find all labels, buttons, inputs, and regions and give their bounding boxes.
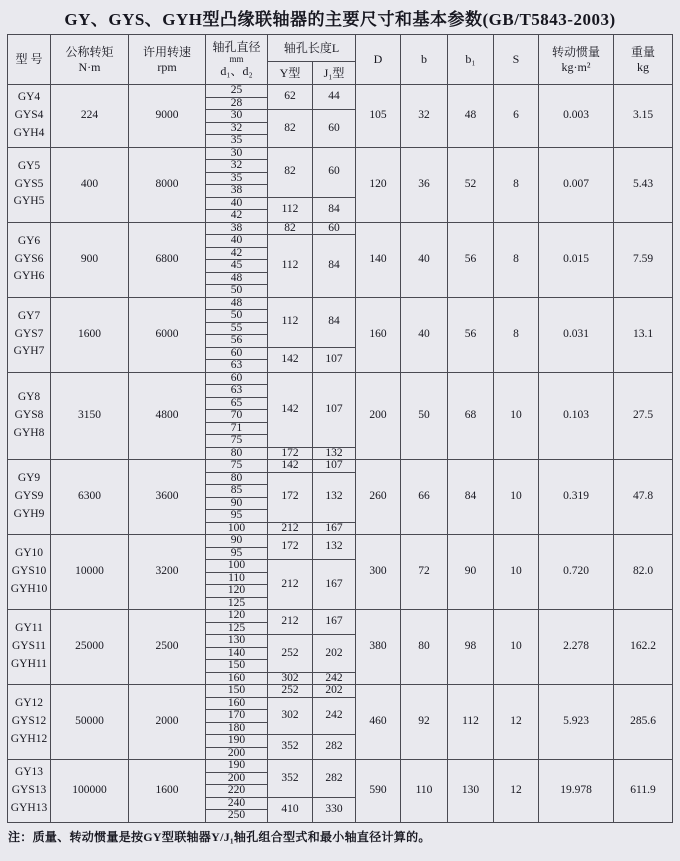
- bore-diameter-cell: 30: [206, 110, 268, 123]
- dim-b-cell: 80: [401, 610, 448, 685]
- col-header-bore-symbols: d₁、d₂: [220, 63, 253, 78]
- table-row: [8, 685, 673, 698]
- bore-diameter-cell: 150: [206, 685, 268, 698]
- col-header-b1: [448, 35, 494, 85]
- bore-diameter-cell: 120: [206, 610, 268, 623]
- bore-diameter-cell: 56: [206, 335, 268, 348]
- bore-diameter-cell: 130: [206, 635, 268, 648]
- j1-length-cell: 60: [313, 222, 356, 235]
- y-length-cell: 352: [268, 735, 313, 760]
- speed-cell: 9000: [129, 85, 206, 148]
- bore-diameter-cell: 42: [206, 247, 268, 260]
- torque-cell: 900: [51, 222, 129, 297]
- torque-cell: 3150: [51, 372, 129, 460]
- col-header-S: [494, 35, 539, 85]
- dim-S-cell: 10: [494, 610, 539, 685]
- model-cell: [8, 535, 51, 610]
- col-header-b: [401, 35, 448, 85]
- model-name: GYS12: [11, 715, 47, 728]
- col-header-inertia: [539, 35, 614, 85]
- speed-cell: 3600: [129, 460, 206, 535]
- bore-diameter-cell: 160: [206, 697, 268, 710]
- bore-diameter-cell: 35: [206, 172, 268, 185]
- col-header-y-type-label: Y型: [279, 65, 301, 80]
- model-name: GY9: [17, 472, 41, 485]
- j1-length-cell: 84: [313, 235, 356, 298]
- y-length-cell: 82: [268, 147, 313, 197]
- page-title: GY、GYS、GYH型凸缘联轴器的主要尺寸和基本参数(GB/T5843-2003): [64, 10, 616, 29]
- dim-D-cell: 590: [356, 760, 401, 823]
- bore-diameter-cell: 125: [206, 597, 268, 610]
- bore-diameter-cell: 170: [206, 710, 268, 723]
- j1-length-cell: 60: [313, 110, 356, 148]
- table-row: [8, 372, 673, 385]
- dim-b1-cell: 48: [448, 85, 494, 148]
- bore-diameter-cell: 60: [206, 347, 268, 360]
- dim-D-cell: 160: [356, 297, 401, 372]
- bore-diameter-cell: 85: [206, 485, 268, 498]
- weight-cell: 162.2: [614, 610, 673, 685]
- bore-diameter-cell: 40: [206, 235, 268, 248]
- dim-D-cell: 120: [356, 147, 401, 222]
- torque-cell: 10000: [51, 535, 129, 610]
- dim-b-cell: 32: [401, 85, 448, 148]
- dim-S-cell: 12: [494, 685, 539, 760]
- inertia-cell: 2.278: [539, 610, 614, 685]
- bore-diameter-cell: 220: [206, 785, 268, 798]
- bore-diameter-cell: 190: [206, 760, 268, 773]
- model-name: GY8: [17, 391, 41, 404]
- model-name: GYS7: [14, 327, 44, 340]
- bore-diameter-cell: 95: [206, 510, 268, 523]
- weight-cell: 13.1: [614, 297, 673, 372]
- weight-cell: 27.5: [614, 372, 673, 460]
- bore-diameter-cell: 63: [206, 360, 268, 373]
- y-length-cell: 212: [268, 610, 313, 635]
- bore-diameter-cell: 32: [206, 122, 268, 135]
- bore-diameter-cell: 63: [206, 385, 268, 398]
- torque-cell: 25000: [51, 610, 129, 685]
- dim-b1-cell: 56: [448, 297, 494, 372]
- y-length-cell: 252: [268, 685, 313, 698]
- bore-diameter-cell: 32: [206, 160, 268, 173]
- y-length-cell: 62: [268, 85, 313, 110]
- dim-D-cell: 140: [356, 222, 401, 297]
- dim-b-cell: 66: [401, 460, 448, 535]
- speed-cell: 3200: [129, 535, 206, 610]
- bore-diameter-cell: 48: [206, 272, 268, 285]
- coupling-parameters-table: [7, 34, 673, 823]
- model-name: GY5: [17, 159, 41, 172]
- model-name: GY12: [14, 697, 44, 710]
- table-header: [8, 35, 673, 85]
- col-header-speed-unit: rpm: [157, 59, 177, 74]
- dim-b1-cell: 68: [448, 372, 494, 460]
- inertia-cell: 0.007: [539, 147, 614, 222]
- bore-diameter-cell: 38: [206, 222, 268, 235]
- y-length-cell: 212: [268, 522, 313, 535]
- y-length-cell: 112: [268, 235, 313, 298]
- speed-cell: 2500: [129, 610, 206, 685]
- y-length-cell: 410: [268, 797, 313, 822]
- model-name: GYS6: [14, 252, 44, 265]
- col-header-speed: [129, 35, 206, 85]
- y-length-cell: 302: [268, 697, 313, 735]
- inertia-cell: 0.720: [539, 535, 614, 610]
- bore-diameter-cell: 75: [206, 435, 268, 448]
- dim-S-cell: 12: [494, 760, 539, 823]
- dim-S-cell: 10: [494, 535, 539, 610]
- model-name: GY10: [14, 547, 44, 560]
- inertia-cell: 0.031: [539, 297, 614, 372]
- model-cell: [8, 610, 51, 685]
- dim-b1-cell: 98: [448, 610, 494, 685]
- model-name: GYH13: [10, 801, 48, 814]
- bore-diameter-cell: 90: [206, 535, 268, 548]
- table-row: [8, 85, 673, 98]
- y-length-cell: 172: [268, 535, 313, 560]
- dim-D-cell: 300: [356, 535, 401, 610]
- col-header-length-label: 轴孔长度L: [283, 40, 340, 55]
- y-length-cell: 212: [268, 560, 313, 610]
- j1-length-cell: 132: [313, 447, 356, 460]
- model-name: GYH12: [10, 732, 48, 745]
- model-cell: [8, 297, 51, 372]
- table-row: [8, 297, 673, 310]
- model-name: GY7: [17, 309, 41, 322]
- j1-length-cell: 167: [313, 560, 356, 610]
- dim-D-cell: 200: [356, 372, 401, 460]
- model-name: GYS9: [14, 490, 44, 503]
- col-header-weight: [614, 35, 673, 85]
- col-header-inertia-unit: kg·m²: [561, 59, 591, 74]
- model-name: GYH6: [13, 270, 45, 283]
- j1-length-cell: 330: [313, 797, 356, 822]
- col-header-y-type: [268, 62, 313, 85]
- table-body: [8, 85, 673, 823]
- dim-b-cell: 72: [401, 535, 448, 610]
- bore-diameter-cell: 240: [206, 797, 268, 810]
- inertia-cell: 5.923: [539, 685, 614, 760]
- y-length-cell: 302: [268, 672, 313, 685]
- col-header-weight-label: 重量: [630, 44, 655, 59]
- model-name: GYS10: [11, 565, 47, 578]
- dim-b-cell: 40: [401, 297, 448, 372]
- header-row-1: [8, 35, 673, 62]
- weight-cell: 611.9: [614, 760, 673, 823]
- dim-S-cell: 8: [494, 297, 539, 372]
- model-name: GYH8: [13, 426, 45, 439]
- j1-length-cell: 282: [313, 735, 356, 760]
- speed-cell: 8000: [129, 147, 206, 222]
- col-header-j1-type: [313, 62, 356, 85]
- j1-length-cell: 107: [313, 347, 356, 372]
- dim-b-cell: 36: [401, 147, 448, 222]
- j1-length-cell: 282: [313, 760, 356, 798]
- bore-diameter-cell: 100: [206, 522, 268, 535]
- bore-diameter-cell: 120: [206, 585, 268, 598]
- bore-diameter-cell: 60: [206, 372, 268, 385]
- col-header-bore-length: [268, 35, 356, 62]
- weight-cell: 5.43: [614, 147, 673, 222]
- bore-diameter-cell: 65: [206, 397, 268, 410]
- table-row: [8, 460, 673, 473]
- col-header-model: [8, 35, 51, 85]
- inertia-cell: 19.978: [539, 760, 614, 823]
- dim-b1-cell: 84: [448, 460, 494, 535]
- bore-diameter-cell: 55: [206, 322, 268, 335]
- bore-diameter-cell: 80: [206, 447, 268, 460]
- torque-cell: 1600: [51, 297, 129, 372]
- y-length-cell: 252: [268, 635, 313, 673]
- dim-b-cell: 92: [401, 685, 448, 760]
- dim-S-cell: 10: [494, 460, 539, 535]
- y-length-cell: 112: [268, 197, 313, 222]
- bore-diameter-cell: 110: [206, 572, 268, 585]
- table-row: [8, 147, 673, 160]
- model-name: GYS4: [14, 108, 44, 121]
- y-length-cell: 172: [268, 447, 313, 460]
- weight-cell: 82.0: [614, 535, 673, 610]
- model-name: GYS11: [11, 640, 47, 653]
- j1-length-cell: 202: [313, 635, 356, 673]
- col-header-weight-unit: kg: [637, 59, 649, 74]
- j1-length-cell: 167: [313, 610, 356, 635]
- bore-diameter-cell: 40: [206, 197, 268, 210]
- bore-diameter-cell: 75: [206, 460, 268, 473]
- j1-length-cell: 107: [313, 460, 356, 473]
- col-header-model-label: 型 号: [15, 52, 43, 66]
- bore-diameter-cell: 42: [206, 210, 268, 223]
- dim-S-cell: 10: [494, 372, 539, 460]
- dim-b1-cell: 56: [448, 222, 494, 297]
- col-header-bore-unit: mm: [229, 54, 244, 65]
- model-cell: [8, 372, 51, 460]
- dim-S-cell: 8: [494, 147, 539, 222]
- model-cell: [8, 147, 51, 222]
- col-header-speed-label: 许用转速: [142, 44, 191, 59]
- col-header-torque-unit: N·m: [78, 59, 101, 74]
- table-row: [8, 610, 673, 623]
- y-length-cell: 172: [268, 472, 313, 522]
- j1-length-cell: 84: [313, 297, 356, 347]
- inertia-cell: 0.015: [539, 222, 614, 297]
- j1-length-cell: 84: [313, 197, 356, 222]
- speed-cell: 4800: [129, 372, 206, 460]
- bore-diameter-cell: 80: [206, 472, 268, 485]
- y-length-cell: 142: [268, 460, 313, 473]
- speed-cell: 6000: [129, 297, 206, 372]
- bore-diameter-cell: 200: [206, 747, 268, 760]
- dim-D-cell: 105: [356, 85, 401, 148]
- model-cell: [8, 760, 51, 823]
- torque-cell: 100000: [51, 760, 129, 823]
- bore-diameter-cell: 190: [206, 735, 268, 748]
- j1-length-cell: 44: [313, 85, 356, 110]
- footnote: 注：质量、转动惯量是按GY型联轴器Y/J₁轴孔组合型式和最小轴直径计算的。: [8, 829, 431, 844]
- bore-diameter-cell: 90: [206, 497, 268, 510]
- col-header-bore-diameter: [206, 35, 268, 85]
- weight-cell: 3.15: [614, 85, 673, 148]
- j1-length-cell: 132: [313, 472, 356, 522]
- dim-b1-cell: 90: [448, 535, 494, 610]
- y-length-cell: 142: [268, 347, 313, 372]
- dim-b1-cell: 112: [448, 685, 494, 760]
- table-row: [8, 535, 673, 548]
- table-row: [8, 760, 673, 773]
- speed-cell: 1600: [129, 760, 206, 823]
- model-cell: [8, 222, 51, 297]
- col-header-bore-label: 轴孔直径: [212, 40, 261, 55]
- col-header-D: [356, 35, 401, 85]
- dim-b-cell: 40: [401, 222, 448, 297]
- bore-diameter-cell: 160: [206, 672, 268, 685]
- dim-D-cell: 460: [356, 685, 401, 760]
- col-header-b-label: b: [421, 52, 427, 66]
- weight-cell: 47.8: [614, 460, 673, 535]
- bore-diameter-cell: 250: [206, 810, 268, 823]
- bore-diameter-cell: 140: [206, 647, 268, 660]
- model-name: GYH5: [13, 195, 45, 208]
- model-name: GYS5: [14, 177, 44, 190]
- model-name: GYS8: [14, 408, 44, 421]
- col-header-j1-type-label: J₁型: [323, 65, 345, 80]
- dim-b-cell: 50: [401, 372, 448, 460]
- j1-length-cell: 132: [313, 535, 356, 560]
- model-name: GYH4: [13, 126, 45, 139]
- model-name: GYH7: [13, 345, 45, 358]
- bore-diameter-cell: 95: [206, 547, 268, 560]
- bore-diameter-cell: 50: [206, 310, 268, 323]
- bore-diameter-cell: 48: [206, 297, 268, 310]
- bore-diameter-cell: 180: [206, 722, 268, 735]
- bore-diameter-cell: 28: [206, 97, 268, 110]
- y-length-cell: 112: [268, 297, 313, 347]
- torque-cell: 400: [51, 147, 129, 222]
- model-name: GYH9: [13, 507, 45, 520]
- bore-diameter-cell: 125: [206, 622, 268, 635]
- speed-cell: 6800: [129, 222, 206, 297]
- bore-diameter-cell: 45: [206, 260, 268, 273]
- model-name: GY4: [17, 91, 41, 104]
- model-name: GYH11: [11, 657, 47, 670]
- col-header-torque: [51, 35, 129, 85]
- model-name: GYS13: [11, 783, 47, 796]
- y-length-cell: 352: [268, 760, 313, 798]
- bore-diameter-cell: 38: [206, 185, 268, 198]
- dim-S-cell: 6: [494, 85, 539, 148]
- table-row: [8, 222, 673, 235]
- model-cell: [8, 85, 51, 148]
- y-length-cell: 82: [268, 110, 313, 148]
- model-name: GYH10: [10, 582, 48, 595]
- dim-b-cell: 110: [401, 760, 448, 823]
- bore-diameter-cell: 35: [206, 135, 268, 148]
- torque-cell: 50000: [51, 685, 129, 760]
- j1-length-cell: 242: [313, 672, 356, 685]
- col-header-inertia-label: 转动惯量: [551, 44, 600, 59]
- j1-length-cell: 167: [313, 522, 356, 535]
- bore-diameter-cell: 200: [206, 772, 268, 785]
- y-length-cell: 82: [268, 222, 313, 235]
- bore-diameter-cell: 70: [206, 410, 268, 423]
- torque-cell: 224: [51, 85, 129, 148]
- dim-b1-cell: 52: [448, 147, 494, 222]
- inertia-cell: 0.103: [539, 372, 614, 460]
- torque-cell: 6300: [51, 460, 129, 535]
- model-name: GY6: [17, 234, 41, 247]
- model-cell: [8, 685, 51, 760]
- y-length-cell: 142: [268, 372, 313, 447]
- bore-diameter-cell: 50: [206, 285, 268, 298]
- col-header-D-label: D: [373, 52, 383, 66]
- bore-diameter-cell: 25: [206, 85, 268, 98]
- col-header-b1-label: b₁: [465, 52, 476, 66]
- speed-cell: 2000: [129, 685, 206, 760]
- bore-diameter-cell: 71: [206, 422, 268, 435]
- col-header-S-label: S: [512, 52, 520, 66]
- j1-length-cell: 107: [313, 372, 356, 447]
- model-cell: [8, 460, 51, 535]
- bore-diameter-cell: 150: [206, 660, 268, 673]
- bore-diameter-cell: 30: [206, 147, 268, 160]
- inertia-cell: 0.319: [539, 460, 614, 535]
- dim-D-cell: 380: [356, 610, 401, 685]
- j1-length-cell: 242: [313, 697, 356, 735]
- j1-length-cell: 202: [313, 685, 356, 698]
- j1-length-cell: 60: [313, 147, 356, 197]
- bore-diameter-cell: 100: [206, 560, 268, 573]
- dim-b1-cell: 130: [448, 760, 494, 823]
- weight-cell: 285.6: [614, 685, 673, 760]
- col-header-torque-label: 公称转矩: [65, 44, 114, 59]
- dim-D-cell: 260: [356, 460, 401, 535]
- weight-cell: 7.59: [614, 222, 673, 297]
- model-name: GY11: [15, 622, 43, 635]
- model-name: GY13: [14, 766, 44, 779]
- dim-S-cell: 8: [494, 222, 539, 297]
- inertia-cell: 0.003: [539, 85, 614, 148]
